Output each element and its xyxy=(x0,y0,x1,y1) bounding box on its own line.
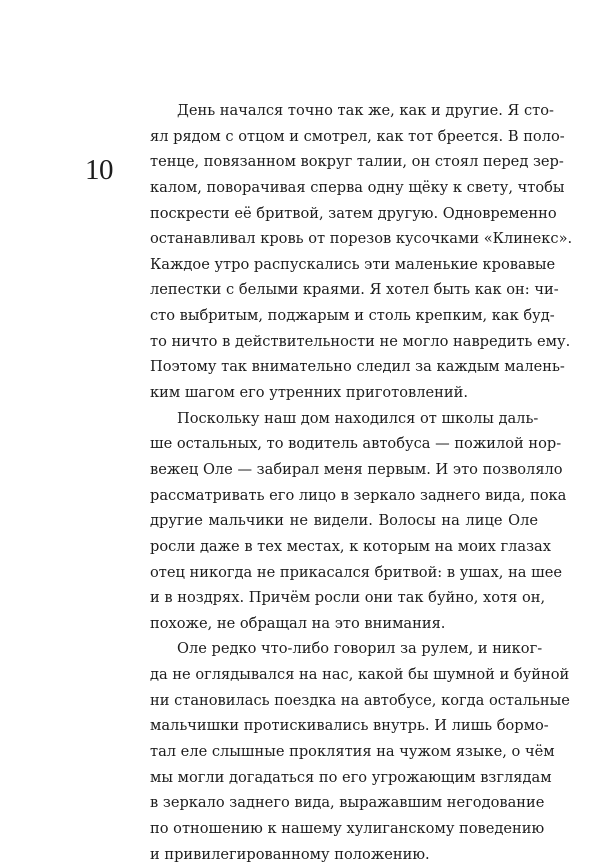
text-line: калом, поворачивая сперва одну щёку к свету, чтобы xyxy=(150,178,565,196)
text-line: росли даже в тех местах, к которым на моих глазах xyxy=(150,537,551,555)
text-line: Поэтому так внимательно следил за каждым малень- xyxy=(150,358,565,376)
text-line: по отношению к нашему хулиганскому поведению xyxy=(150,819,545,837)
text-line: похоже, не обращал на это внимания. xyxy=(150,614,446,632)
paragraph xyxy=(150,636,570,867)
text-line: то ничто в действительности не могло навредить ему. xyxy=(150,332,571,350)
body-text xyxy=(150,98,573,867)
text-line: Каждое утро распускались эти маленькие кровавые xyxy=(150,255,556,273)
text-line: тенце, повязанном вокруг талии, он стоял перед зер- xyxy=(150,153,564,171)
text-line: ким шагом его утренних приготовлений. xyxy=(150,384,468,402)
page-number: 10 xyxy=(85,154,113,186)
text-line: другие мальчики не видели. Волосы на лице Оле xyxy=(150,512,538,530)
text-line: да не оглядывался на нас, какой бы шумной и буйной xyxy=(150,666,570,684)
text-line: сто выбритым, поджарым и столь крепким, как буд- xyxy=(150,307,555,325)
text-line: вежец Оле — забирал меня первым. И это позволяло xyxy=(150,460,563,478)
text-line: лепестки с белыми краями. Я хотел быть как он: чи- xyxy=(150,281,559,299)
text-line: ше остальных, то водитель автобуса — пожилой нор- xyxy=(150,435,562,453)
text-line: и привилегированному положению. xyxy=(150,845,430,863)
text-line: поскрести её бритвой, затем другую. Одновременно xyxy=(150,204,557,222)
text-line: ни становилась поездка на автобусе, когда остальные xyxy=(150,691,570,709)
text-line: в зеркало заднего вида, выражавшим негодование xyxy=(150,794,545,812)
text-line: Оле редко что-либо говорил за рулем, и никог- xyxy=(177,640,543,658)
text-line: мальчишки протискивались внутрь. И лишь бормо- xyxy=(150,717,549,735)
text-line: Поскольку наш дом находился от школы даль- xyxy=(177,409,539,427)
paragraph xyxy=(150,98,573,406)
text-line: и в ноздрях. Причём росли они так буйно, хотя он, xyxy=(150,589,546,607)
text-line: ял рядом с отцом и смотрел, как тот бреется. В поло- xyxy=(150,127,565,145)
text-line: мы могли догадаться по его угрожающим взглядам xyxy=(150,768,552,786)
paragraph xyxy=(150,406,567,637)
text-line: рассматривать его лицо в зеркало заднего вида, пока xyxy=(150,486,567,504)
text-line: День начался точно так же, как и другие. Я сто- xyxy=(177,102,554,119)
text-line: останавливал кровь от порезов кусочками «Клинекс». xyxy=(150,230,573,248)
text-line: отец никогда не прикасался бритвой: в ушах, на шее xyxy=(150,563,562,581)
text-line: тал еле слышные проклятия на чужом языке, о чём xyxy=(150,743,555,761)
